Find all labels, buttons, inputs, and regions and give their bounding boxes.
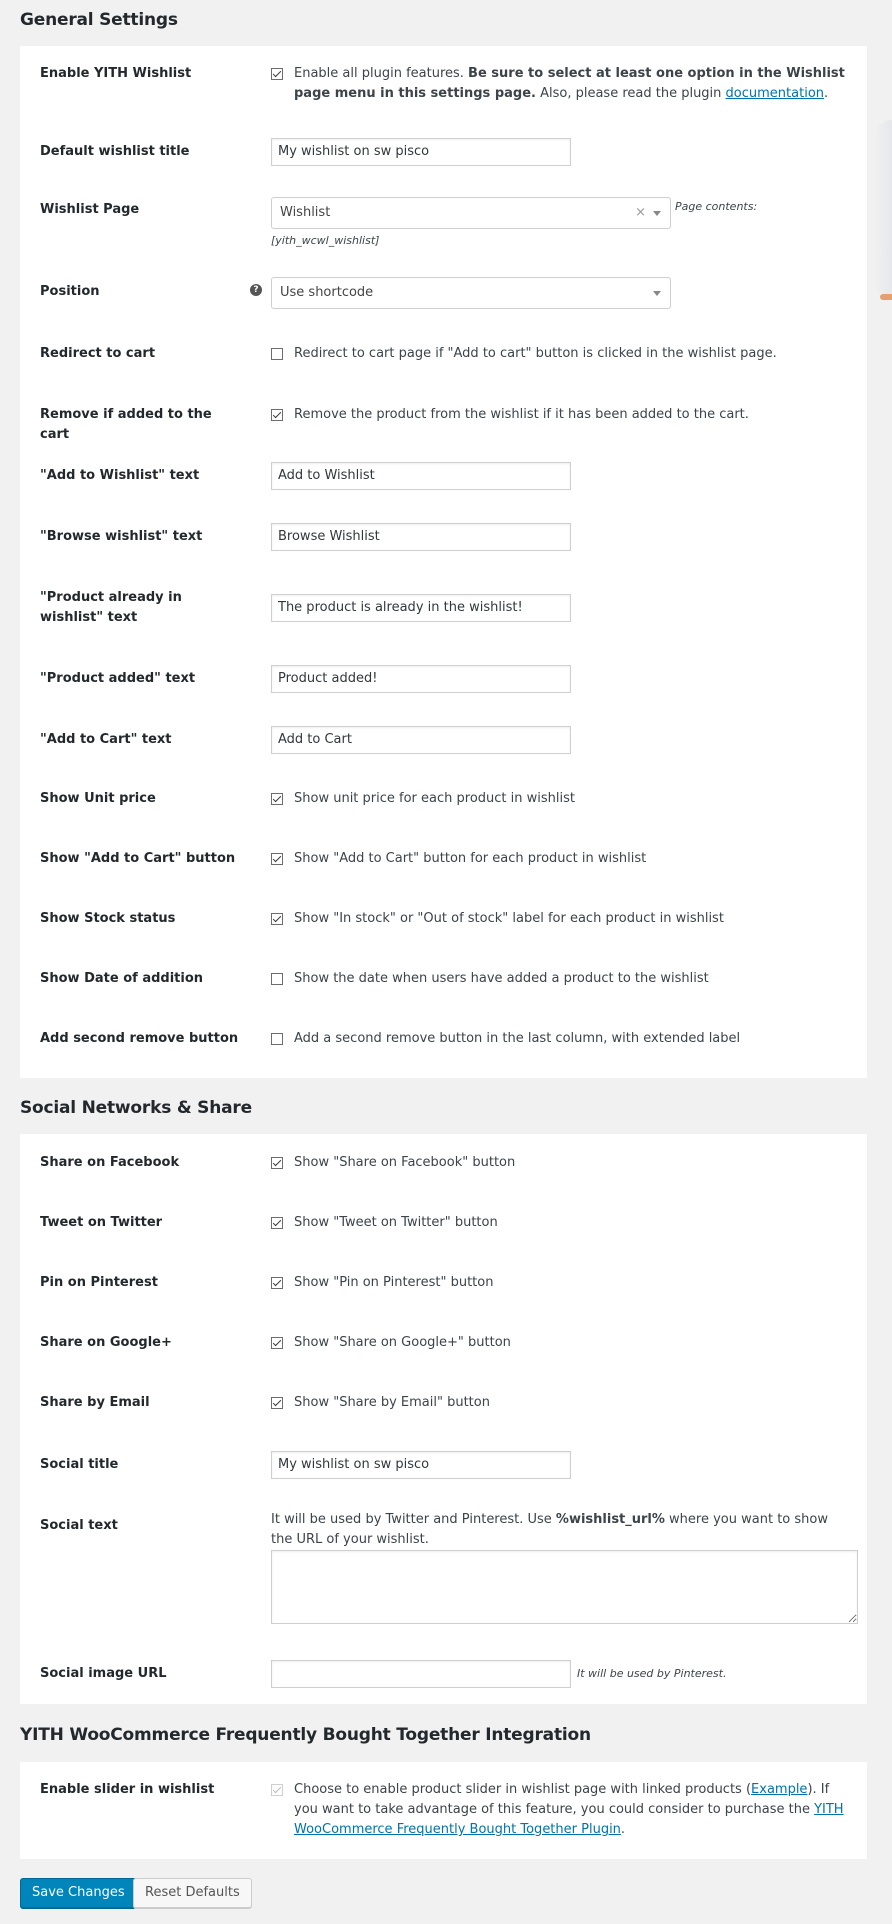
documentation-link[interactable]: documentation [725,86,825,101]
position-select[interactable] [271,277,671,309]
label-redirect-to-cart: Redirect to cart [40,346,156,361]
label-default-title: Default wishlist title [40,144,190,159]
share-email-checkbox[interactable] [271,1397,283,1409]
redirect-to-cart-description: Redirect to cart page if "Add to cart" button is clicked in the wishlist page. [294,346,777,361]
wishlist-url-placeholder: %wishlist_url% [555,1512,665,1527]
social-title-input[interactable]: My wishlist on sw pisco [271,1451,571,1479]
social-text-textarea[interactable] [271,1550,858,1624]
add-to-wishlist-text-input[interactable]: Add to Wishlist [271,462,571,490]
share-email-description: Show "Share by Email" button [294,1395,490,1410]
pin-pinterest-checkbox[interactable] [271,1277,283,1289]
label-wishlist-page: Wishlist Page [40,202,140,217]
label-product-added-text: "Product added" text [40,671,196,686]
label-remove-if-added: Remove if added to the cart [40,407,212,442]
tweet-twitter-checkbox[interactable] [271,1217,283,1229]
clear-selection-icon[interactable]: × [635,205,646,220]
label-show-add-to-cart-button: Show "Add to Cart" button [40,851,236,866]
social-text-description [271,1510,847,1550]
add-to-cart-text-input[interactable]: Add to Cart [271,726,571,754]
slider-text-post: . [620,1822,626,1837]
show-date-of-addition-description: Show the date when users have added a product to the wishlist [294,971,709,986]
enable-text-pre: Enable all plugin features. [294,66,469,81]
label-show-date-of-addition: Show Date of addition [40,971,204,986]
wishlist-page-select[interactable] [271,197,671,229]
label-already-in-wishlist-text: "Product already in wishlist" text [40,590,182,625]
label-show-stock-status: Show Stock status [40,911,176,926]
fbt-integration-panel [20,1762,867,1859]
default-title-input[interactable]: My wishlist on sw pisco [271,138,571,166]
show-add-to-cart-button-description: Show "Add to Cart" button for each product in wishlist [294,851,647,866]
enable-text-mid: Also, please read the plugin [535,86,726,101]
enable-text-post: . [824,86,829,101]
label-pin-pinterest: Pin on Pinterest [40,1275,158,1290]
tweet-twitter-description: Show "Tweet on Twitter" button [294,1215,498,1230]
redirect-to-cart-checkbox[interactable] [271,348,283,360]
already-in-wishlist-text-input[interactable]: The product is already in the wishlist! [271,594,571,622]
show-unit-price-description: Show unit price for each product in wishlist [294,791,575,806]
help-tip-icon[interactable]: ? [250,284,262,296]
browse-wishlist-text-input[interactable]: Browse Wishlist [271,523,571,551]
show-date-of-addition-checkbox[interactable] [271,973,283,985]
social-share-panel [20,1134,867,1704]
wishlist-page-selected-value: Wishlist [280,205,331,220]
label-second-remove-button: Add second remove button [40,1031,239,1046]
share-facebook-checkbox[interactable] [271,1157,283,1169]
share-google-checkbox[interactable] [271,1337,283,1349]
wishlist-shortcode-text: [yith_wcwl_wishlist] [271,234,380,247]
page-contents-note: Page contents: [675,200,758,213]
label-show-unit-price: Show Unit price [40,791,156,806]
show-stock-status-description: Show "In stock" or "Out of stock" label for each product in wishlist [294,911,724,926]
label-browse-wishlist-text: "Browse wishlist" text [40,529,203,544]
label-enable-slider: Enable slider in wishlist [40,1782,215,1797]
second-remove-button-description: Add a second remove button in the last column, with extended label [294,1031,741,1046]
social-text-desc-post: where you want to show the URL of your wishlist. [271,1512,828,1547]
enable-wishlist-description [294,64,847,104]
page-edge-decoration [874,120,892,300]
dropdown-arrow-icon [653,211,661,216]
product-added-text-input[interactable]: Product added! [271,665,571,693]
show-stock-status-checkbox[interactable] [271,913,283,925]
label-share-facebook: Share on Facebook [40,1155,180,1170]
label-enable-wishlist: Enable YITH Wishlist [40,66,192,81]
share-facebook-description: Show "Share on Facebook" button [294,1155,516,1170]
show-add-to-cart-button-checkbox[interactable] [271,853,283,865]
general-settings-panel [20,46,867,1078]
label-share-google: Share on Google+ [40,1335,172,1350]
save-changes-button[interactable]: Save Changes [20,1878,137,1908]
label-social-image-url: Social image URL [40,1666,167,1681]
label-position: Position [40,284,100,299]
label-tweet-twitter: Tweet on Twitter [40,1215,163,1230]
remove-if-added-description: Remove the product from the wishlist if it has been added to the cart. [294,407,749,422]
slider-text-mid: ). If you want to take advantage of this feature, you could consider to purchase the [294,1782,830,1817]
pin-pinterest-description: Show "Pin on Pinterest" button [294,1275,494,1290]
social-image-url-input[interactable] [271,1660,571,1688]
section-title-social: Social Networks & Share [20,1098,252,1118]
second-remove-button-checkbox[interactable] [271,1033,283,1045]
remove-if-added-checkbox[interactable] [271,409,283,421]
example-link[interactable]: Example [751,1782,808,1797]
enable-slider-description [294,1780,847,1840]
label-add-to-wishlist-text: "Add to Wishlist" text [40,468,200,483]
share-google-description: Show "Share on Google+" button [294,1335,511,1350]
enable-wishlist-checkbox[interactable] [271,68,283,80]
reset-defaults-button[interactable]: Reset Defaults [133,1878,252,1908]
position-selected-value: Use shortcode [280,285,374,300]
enable-slider-checkbox[interactable] [271,1784,283,1796]
social-image-url-note: It will be used by Pinterest. [577,1667,727,1680]
label-share-email: Share by Email [40,1395,150,1410]
label-social-title: Social title [40,1457,119,1472]
fbt-plugin-link[interactable]: YITH WooCommerce Frequently Bought Together Plugin [294,1802,844,1837]
show-unit-price-checkbox[interactable] [271,793,283,805]
social-text-desc-pre: It will be used by Twitter and Pinterest. Use [271,1512,556,1527]
slider-text-pre: Choose to enable product slider in wishlist page with linked products ( [294,1782,752,1797]
label-add-to-cart-text: "Add to Cart" text [40,732,172,747]
label-social-text: Social text [40,1518,118,1533]
section-title-general: General Settings [20,10,178,30]
enable-text-bold: Be sure to select at least one option in the Wishlist page menu in this settings page. [294,66,845,101]
dropdown-arrow-icon [653,291,661,296]
section-title-fbt: YITH WooCommerce Frequently Bought Together Integration [20,1725,591,1745]
